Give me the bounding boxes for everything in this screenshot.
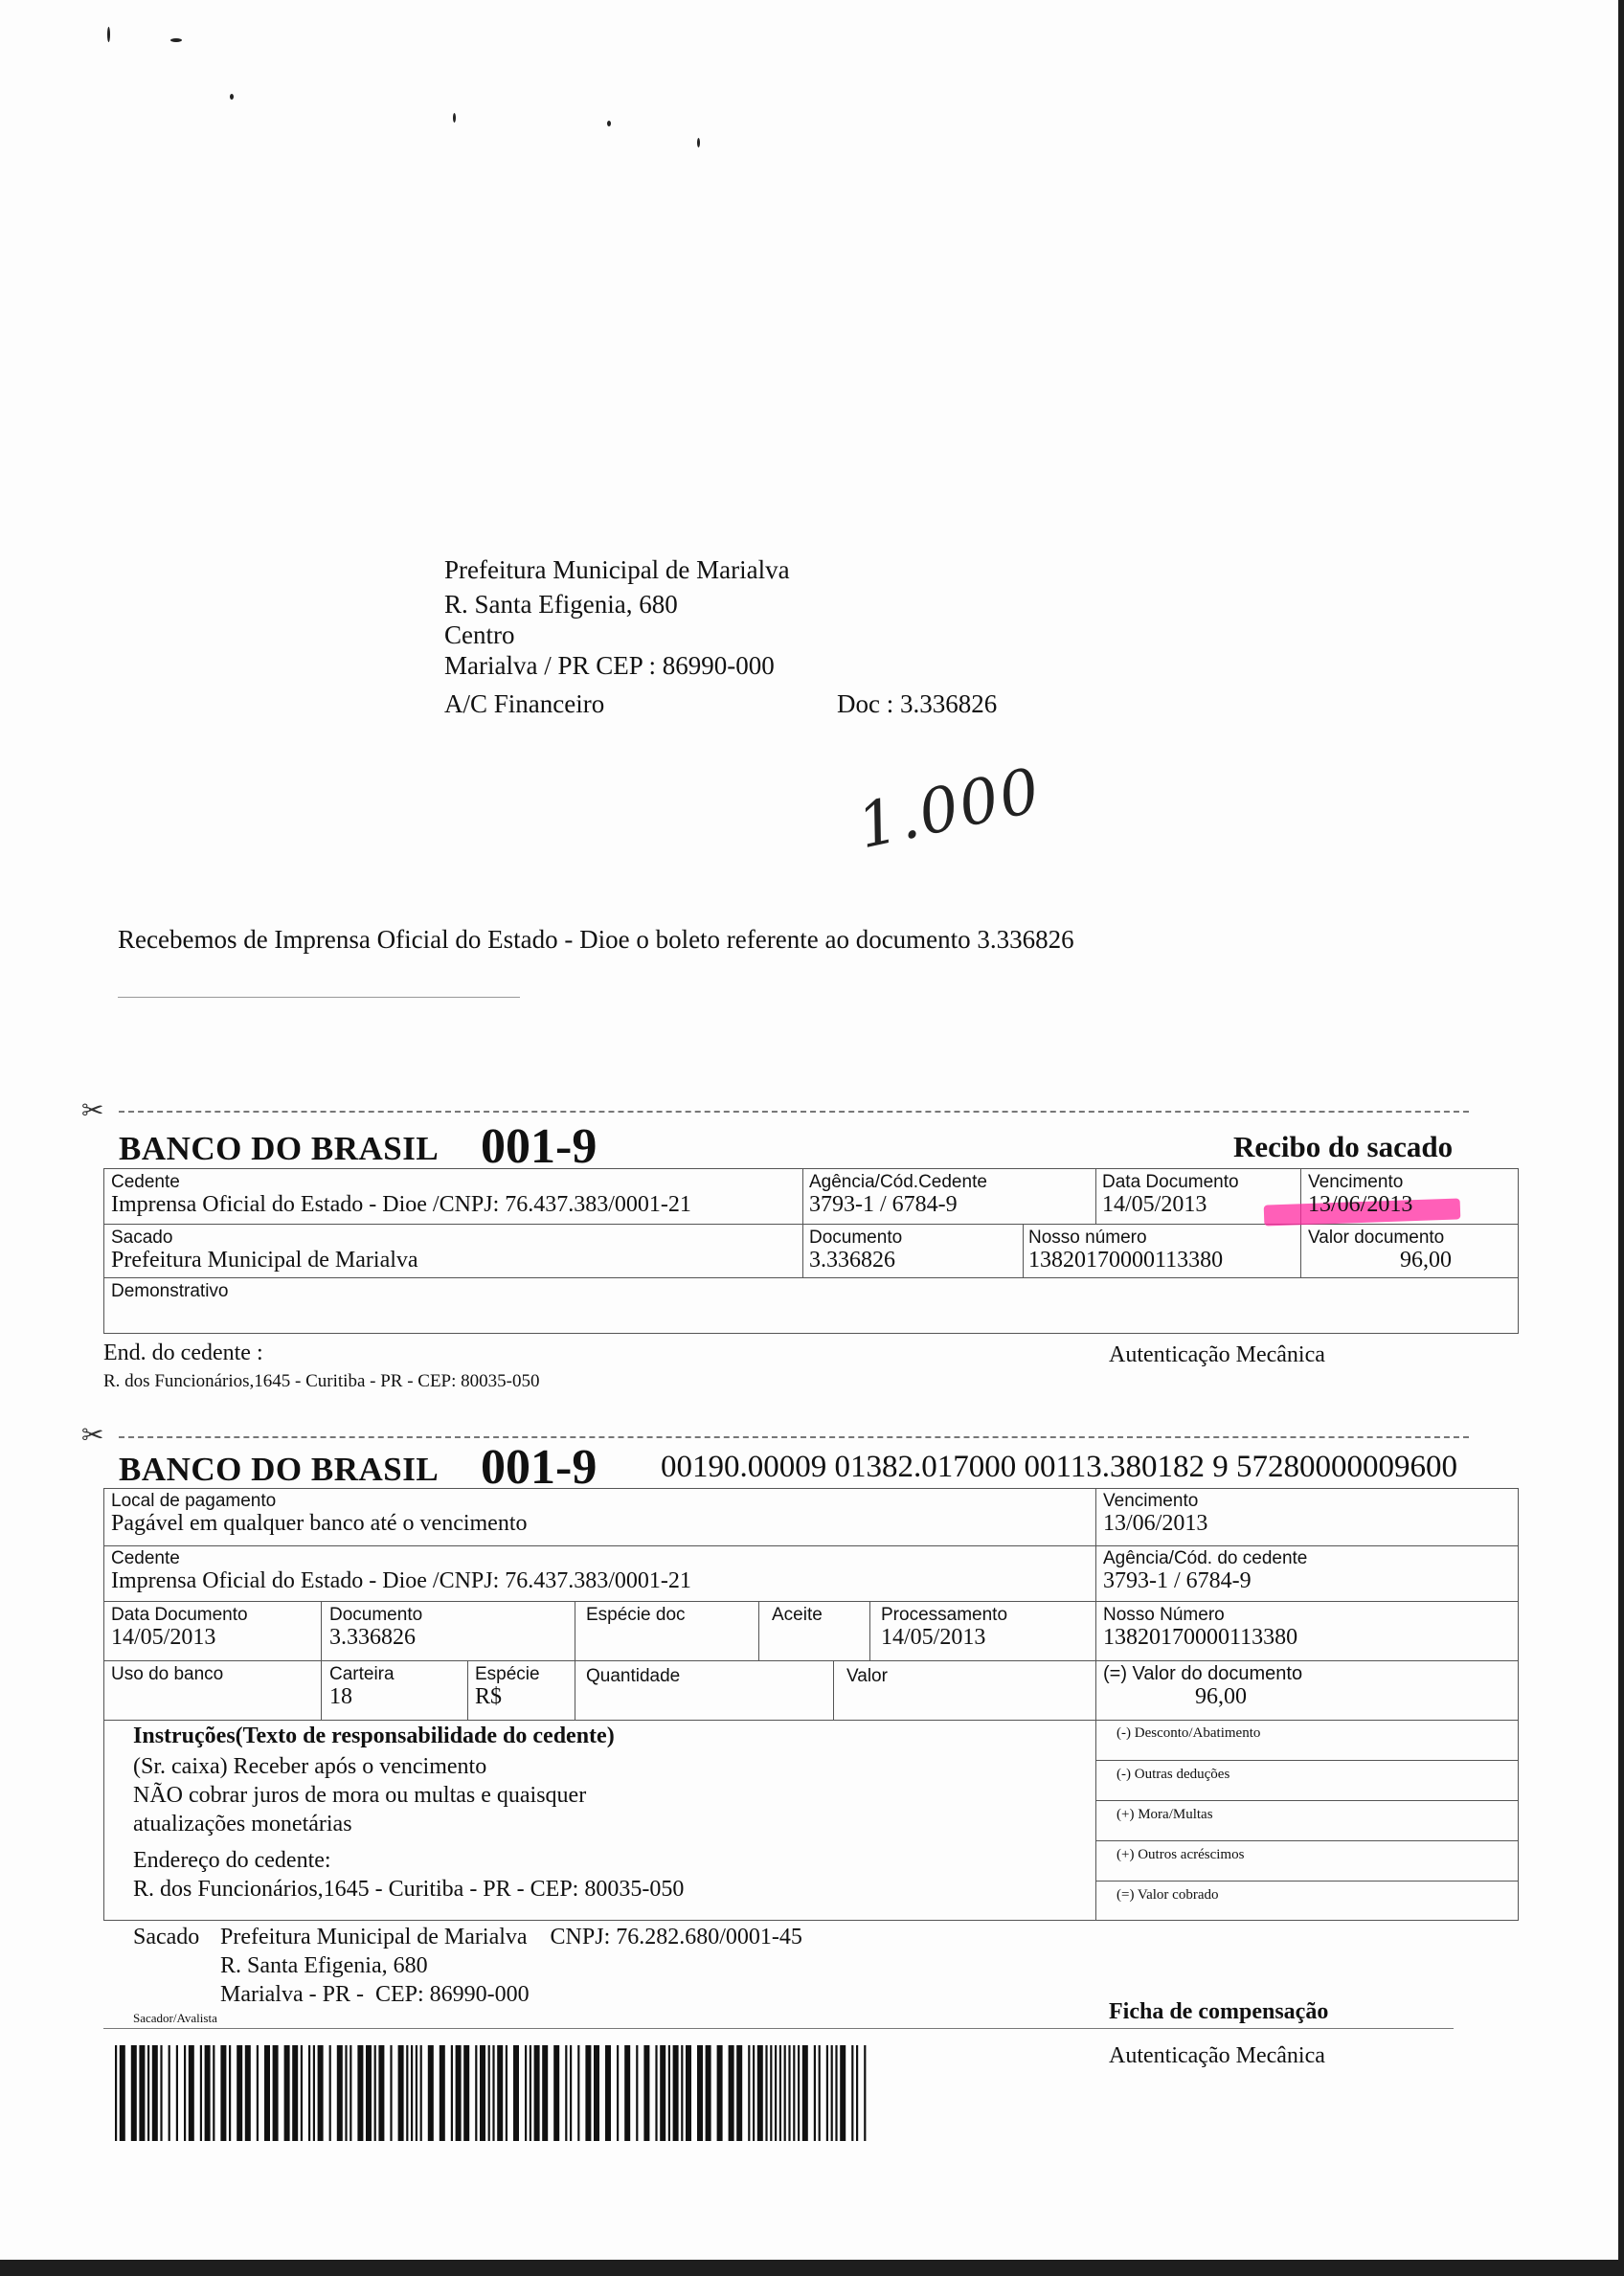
- barcode-bar: [308, 2045, 310, 2141]
- carteira-field: [329, 1664, 395, 1710]
- especie-field: [475, 1664, 540, 1710]
- grid-line: [467, 1660, 468, 1720]
- autenticacao-mecanica: Autenticação Mecânica: [1109, 1342, 1325, 1367]
- doc-reference: Doc : 3.336826: [837, 689, 998, 718]
- documento-field: [329, 1605, 422, 1651]
- barcode-bar: [605, 2045, 611, 2141]
- grid-line: [103, 1277, 1519, 1278]
- especie-value: R$: [475, 1684, 503, 1709]
- barcode-bar: [840, 2045, 846, 2141]
- grid-line: [103, 1601, 1519, 1602]
- grid-line: [1095, 1881, 1519, 1882]
- barcode-bar: [213, 2045, 214, 2141]
- barcode-bar: [480, 2045, 485, 2141]
- barcode-bar: [488, 2045, 490, 2141]
- documento-label: Documento: [329, 1605, 423, 1625]
- documento-label: Documento: [809, 1228, 903, 1248]
- barcode-bar: [131, 2045, 137, 2141]
- cut-line: [119, 1436, 1469, 1438]
- barcode-bar: [345, 2045, 347, 2141]
- barcode-bar: [542, 2045, 548, 2141]
- end-cedente-value: R. dos Funcionários,1645 - Curitiba - PR - CEP: 80035-050: [103, 1371, 540, 1391]
- cedente-label: Cedente: [111, 1172, 180, 1192]
- barcode-bar: [245, 2045, 251, 2141]
- scan-artifact: [230, 94, 234, 100]
- instrucoes-title: Instruções(Texto de responsabilidade do cedente): [133, 1724, 615, 1748]
- instrucoes-line: atualizações monetárias: [133, 1812, 352, 1837]
- endereco-value: R. dos Funcionários,1645 - Curitiba - PR - CEP: 80035-050: [133, 1877, 685, 1902]
- instrucoes-line: NÃO cobrar juros de mora ou multas e quaisquer: [133, 1783, 587, 1808]
- documento-value: 3.336826: [329, 1625, 416, 1650]
- barcode-bar: [775, 2045, 777, 2141]
- barcode-bar: [398, 2045, 404, 2141]
- vencimento-value: 13/06/2013: [1308, 1192, 1413, 1217]
- barcode-bar: [176, 2045, 178, 2141]
- barcode-bar: [534, 2045, 540, 2141]
- outras-deducoes-label: (-) Outras deduções: [1116, 1767, 1230, 1782]
- agencia-value: 3793-1 / 6784-9: [1103, 1568, 1252, 1593]
- barcode-bar: [856, 2045, 858, 2141]
- sacador-avalista-label: Sacador/Avalista: [133, 2011, 217, 2025]
- valor-cobrado-label: (=) Valor cobrado: [1116, 1887, 1219, 1903]
- grid-line: [103, 1720, 1519, 1721]
- barcode-bar: [643, 2045, 649, 2141]
- barcode-bar: [793, 2045, 795, 2141]
- barcode-bar: [475, 2045, 477, 2141]
- barcode-bar: [570, 2045, 572, 2141]
- grid-line: [1095, 1760, 1519, 1761]
- recipient-district: Centro: [444, 620, 515, 649]
- grid-line: [833, 1660, 834, 1720]
- barcode: [115, 2045, 871, 2143]
- barcode-bar: [753, 2045, 755, 2141]
- nosso-numero-field: [1028, 1228, 1223, 1273]
- valor-label: Valor documento: [1308, 1228, 1445, 1248]
- nosso-numero-value: 13820170000113380: [1028, 1248, 1224, 1273]
- barcode-bar: [706, 2045, 711, 2141]
- barcode-bar: [160, 2045, 162, 2141]
- grid-line: [869, 1601, 870, 1660]
- barcode-bar: [814, 2045, 816, 2141]
- barcode-bar: [748, 2045, 750, 2141]
- sacado-line: Marialva - PR - CEP: 86990-000: [220, 1982, 530, 2007]
- grid-line: [802, 1168, 803, 1277]
- barcode-bar: [686, 2045, 691, 2141]
- barcode-bar: [440, 2045, 445, 2141]
- desconto-label: (-) Desconto/Abatimento: [1116, 1725, 1261, 1741]
- recibo-title: Recibo do sacado: [1233, 1130, 1454, 1163]
- barcode-bar: [115, 2045, 117, 2141]
- barcode-bar: [357, 2045, 363, 2141]
- vencimento-field: [1308, 1172, 1412, 1218]
- grid-line: [103, 1660, 1519, 1661]
- especie-doc-label: Espécie doc: [586, 1605, 686, 1625]
- autenticacao-mecanica: Autenticação Mecânica: [1109, 2043, 1325, 2068]
- scan-artifact: [697, 138, 700, 147]
- barcode-bar: [374, 2045, 376, 2141]
- barcode-bar: [681, 2045, 683, 2141]
- barcode-bar: [220, 2045, 226, 2141]
- barcode-bar: [864, 2045, 866, 2141]
- barcode-bar: [406, 2045, 408, 2141]
- barcode-bar: [237, 2045, 242, 2141]
- recipient-name: Prefeitura Municipal de Marialva: [444, 555, 790, 584]
- linha-digitavel: 00190.00009 01382.017000 00113.380182 9 57280000009600: [661, 1450, 1458, 1484]
- local-pagamento-value: Pagável em qualquer banco até o vencimento: [111, 1511, 528, 1536]
- barcode-bar: [169, 2045, 170, 2141]
- barcode-bar: [819, 2045, 821, 2141]
- data-documento-value: 14/05/2013: [111, 1625, 216, 1650]
- barcode-bar: [660, 2045, 665, 2141]
- cedente-field: [111, 1172, 691, 1218]
- barcode-bar: [257, 2045, 259, 2141]
- barcode-bar: [717, 2045, 723, 2141]
- barcode-bar: [553, 2045, 559, 2141]
- bank-code: 001-9: [481, 1119, 598, 1174]
- quantidade-label: Quantidade: [586, 1666, 681, 1686]
- processamento-value: 14/05/2013: [881, 1625, 986, 1650]
- agencia-label: Agência/Cód.Cedente: [809, 1172, 987, 1192]
- nosso-numero-label: Nosso Número: [1103, 1605, 1225, 1625]
- outros-acrescimos-label: (+) Outros acréscimos: [1116, 1847, 1245, 1862]
- bank-name: BANCO DO BRASIL: [119, 1130, 440, 1167]
- ficha-compensacao-title: Ficha de compensação: [1109, 1999, 1329, 2024]
- barcode-bar: [585, 2045, 591, 2141]
- barcode-bar: [506, 2045, 508, 2141]
- cedente-label: Cedente: [111, 1548, 180, 1568]
- data-documento-field: [111, 1605, 248, 1651]
- cedente-value: Imprensa Oficial do Estado - Dioe /CNPJ: 76.437.383/0001-21: [111, 1192, 691, 1217]
- barcode-bar: [456, 2045, 462, 2141]
- grid-line: [1095, 1168, 1096, 1224]
- barcode-bar: [736, 2045, 742, 2141]
- uso-banco-label: Uso do banco: [111, 1664, 224, 1684]
- data-documento-field: [1102, 1172, 1239, 1218]
- barcode-bar: [184, 2045, 186, 2141]
- grid-line: [1023, 1224, 1024, 1277]
- agencia-field: [809, 1172, 987, 1218]
- barcode-bar: [565, 2045, 567, 2141]
- barcode-bar: [463, 2045, 469, 2141]
- barcode-bar: [366, 2045, 372, 2141]
- carteira-label: Carteira: [329, 1664, 395, 1684]
- barcode-bar: [152, 2045, 158, 2141]
- receipt-statement: Recebemos de Imprensa Oficial do Estado - Dioe o boleto referente ao documento 3.336826: [118, 925, 1074, 954]
- barcode-bar: [301, 2045, 303, 2141]
- barcode-bar: [513, 2045, 519, 2141]
- nosso-numero-field: [1103, 1605, 1297, 1651]
- grid-line: [103, 1545, 1519, 1546]
- sacado-line: R. Santa Efigenia, 680: [220, 1953, 428, 1978]
- barcode-bar: [139, 2045, 145, 2141]
- barcode-bar: [668, 2045, 670, 2141]
- barcode-bar: [200, 2045, 202, 2141]
- barcode-bar: [655, 2045, 657, 2141]
- barcode-bar: [120, 2045, 125, 2141]
- valor-documento-value: 96,00: [1195, 1684, 1247, 1709]
- barcode-bar: [757, 2045, 763, 2141]
- barcode-bar: [411, 2045, 413, 2141]
- carteira-value: 18: [329, 1684, 352, 1709]
- data-documento-value: 14/05/2013: [1102, 1192, 1207, 1217]
- data-documento-label: Data Documento: [111, 1605, 248, 1625]
- barcode-bar: [831, 2045, 833, 2141]
- handwritten-note: 1.000: [851, 755, 1048, 864]
- grid-line: [321, 1601, 322, 1720]
- recipient-city: Marialva / PR CEP : 86990-000: [444, 651, 775, 680]
- data-documento-label: Data Documento: [1102, 1172, 1239, 1192]
- bank-name: BANCO DO BRASIL: [119, 1451, 440, 1488]
- barcode-bar: [390, 2045, 392, 2141]
- barcode-bar: [779, 2045, 781, 2141]
- local-pagamento-label: Local de pagamento: [111, 1491, 277, 1511]
- nosso-numero-value: 13820170000113380: [1103, 1625, 1298, 1650]
- recipient-attention: A/C Financeiro: [444, 689, 605, 718]
- barcode-bar: [770, 2045, 772, 2141]
- valor-documento-label: (=) Valor do documento: [1103, 1663, 1303, 1684]
- barcode-bar: [729, 2045, 734, 2141]
- barcode-bar: [329, 2045, 331, 2141]
- cut-line: [119, 1111, 1469, 1113]
- barcode-bar: [525, 2045, 527, 2141]
- barcode-bar: [313, 2045, 315, 2141]
- scan-artifact: [607, 121, 611, 126]
- sacado-label: Sacado: [111, 1228, 173, 1248]
- barcode-bar: [229, 2045, 231, 2141]
- agencia-value: 3793-1 / 6784-9: [809, 1192, 958, 1217]
- barcode-bar: [318, 2045, 324, 2141]
- barcode-bar: [428, 2045, 434, 2141]
- barcode-bar: [273, 2045, 279, 2141]
- processamento-field: [881, 1605, 1007, 1651]
- sacado-line: Prefeitura Municipal de Marialva CNPJ: 76.282.680/0001-45: [220, 1925, 802, 1949]
- barcode-bar: [378, 2045, 384, 2141]
- local-pagamento-field: [111, 1491, 528, 1537]
- barcode-bar: [802, 2045, 808, 2141]
- mora-multas-label: (+) Mora/Multas: [1116, 1807, 1213, 1822]
- barcode-bar: [624, 2045, 630, 2141]
- barcode-bar: [337, 2045, 343, 2141]
- barcode-bar: [594, 2045, 599, 2141]
- barcode-bar: [492, 2045, 494, 2141]
- agencia-field: [1103, 1548, 1307, 1594]
- vencimento-value: 13/06/2013: [1103, 1511, 1208, 1536]
- grid-line: [1095, 1800, 1519, 1801]
- grid-line: [758, 1601, 759, 1660]
- barcode-bar: [416, 2045, 417, 2141]
- nosso-numero-label: Nosso número: [1028, 1228, 1147, 1248]
- barcode-bar: [451, 2045, 453, 2141]
- barcode-bar: [497, 2045, 503, 2141]
- cedente-field: [111, 1548, 691, 1594]
- vencimento-label: Vencimento: [1103, 1491, 1199, 1511]
- valor-field: [1308, 1228, 1452, 1273]
- scan-artifact: [453, 113, 456, 123]
- bank-code: 001-9: [481, 1440, 598, 1495]
- barcode-bar: [835, 2045, 837, 2141]
- especie-label: Espécie: [475, 1664, 540, 1684]
- grid-line: [103, 2028, 1454, 2029]
- documento-field: [809, 1228, 902, 1273]
- sacado-field: [111, 1228, 418, 1273]
- valor-value: 96,00: [1400, 1248, 1452, 1273]
- barcode-bar: [788, 2045, 790, 2141]
- sacado-label: Sacado: [133, 1925, 200, 1949]
- aceite-label: Aceite: [772, 1605, 823, 1625]
- barcode-bar: [673, 2045, 679, 2141]
- barcode-bar: [636, 2045, 638, 2141]
- endereco-label: Endereço do cedente:: [133, 1848, 331, 1873]
- demonstrativo-label: Demonstrativo: [111, 1281, 229, 1301]
- barcode-bar: [284, 2045, 290, 2141]
- barcode-bar: [851, 2045, 853, 2141]
- valor-label: Valor: [846, 1666, 888, 1686]
- signature-line: [118, 997, 520, 998]
- scissors-icon: ✂: [81, 1094, 104, 1126]
- barcode-bar: [189, 2045, 194, 2141]
- barcode-bar: [765, 2045, 767, 2141]
- recipient-street: R. Santa Efigenia, 680: [444, 590, 678, 619]
- instrucoes-line: (Sr. caixa) Receber após o vencimento: [133, 1754, 487, 1779]
- barcode-bar: [798, 2045, 800, 2141]
- barcode-bar: [577, 2045, 579, 2141]
- barcode-bar: [617, 2045, 619, 2141]
- sacado-value: Prefeitura Municipal de Marialva: [111, 1248, 418, 1273]
- barcode-bar: [350, 2045, 351, 2141]
- barcode-bar: [147, 2045, 149, 2141]
- barcode-bar: [264, 2045, 270, 2141]
- agencia-label: Agência/Cód. do cedente: [1103, 1548, 1308, 1568]
- barcode-bar: [292, 2045, 298, 2141]
- end-cedente-label: End. do cedente :: [103, 1341, 263, 1365]
- vencimento-label: Vencimento: [1308, 1172, 1404, 1192]
- documento-value: 3.336826: [809, 1248, 895, 1273]
- scan-artifact: [107, 27, 110, 42]
- valor-documento-field: [1103, 1664, 1505, 1710]
- grid-line: [1095, 1840, 1519, 1841]
- processamento-label: Processamento: [881, 1605, 1008, 1625]
- barcode-bar: [826, 2045, 828, 2141]
- barcode-bar: [784, 2045, 786, 2141]
- scissors-icon: ✂: [81, 1419, 104, 1451]
- barcode-bar: [205, 2045, 211, 2141]
- barcode-bar: [697, 2045, 703, 2141]
- scan-artifact: [170, 38, 182, 42]
- grid-line: [1095, 1488, 1096, 1921]
- barcode-bar: [530, 2045, 531, 2141]
- cedente-value: Imprensa Oficial do Estado - Dioe /CNPJ: 76.437.383/0001-21: [111, 1568, 691, 1593]
- vencimento-field: [1103, 1491, 1207, 1537]
- barcode-bar: [420, 2045, 422, 2141]
